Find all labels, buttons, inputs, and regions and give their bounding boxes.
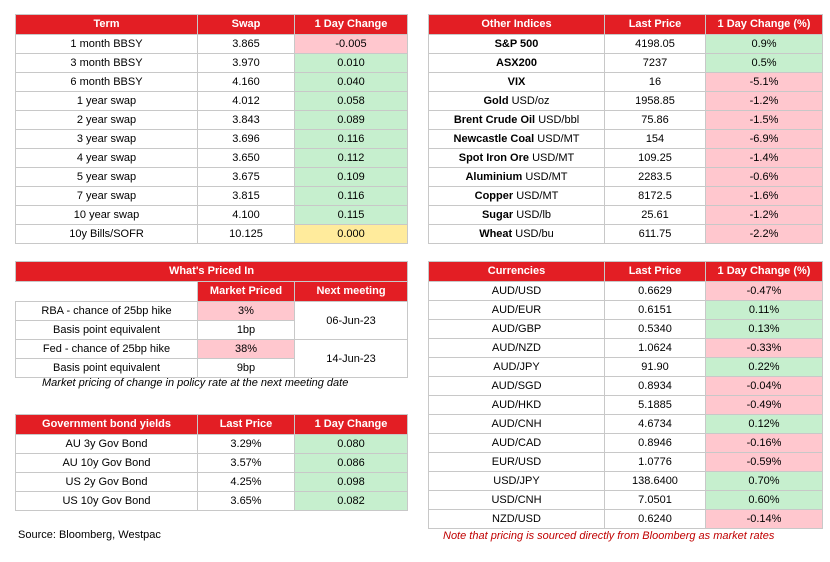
bonds-table bbox=[15, 414, 408, 511]
priced-rba-value: 3% bbox=[198, 302, 295, 321]
rates-value: 3.696 bbox=[198, 130, 295, 149]
indices-unit: USD/MT bbox=[537, 133, 580, 145]
indices-name: VIX bbox=[507, 76, 526, 88]
indices-name: S&P 500 bbox=[494, 38, 539, 50]
currencies-change: 0.22% bbox=[706, 358, 823, 377]
currencies-change: -0.47% bbox=[706, 282, 823, 301]
currencies-pair: AUD/USD bbox=[429, 282, 605, 301]
indices-unit: USD/oz bbox=[511, 95, 550, 107]
currencies-change: -0.49% bbox=[706, 396, 823, 415]
indices-name: Spot Iron Ore bbox=[458, 152, 530, 164]
currencies-header-price: Last Price bbox=[605, 262, 706, 282]
indices-price: 154 bbox=[605, 130, 706, 149]
priced-fed-date: 14-Jun-23 bbox=[295, 340, 408, 378]
currencies-pair: AUD/CNH bbox=[429, 415, 605, 434]
currencies-pair: AUD/SGD bbox=[429, 377, 605, 396]
indices-change: 0.5% bbox=[706, 54, 823, 73]
bonds-row bbox=[16, 435, 408, 454]
currencies-row bbox=[429, 282, 823, 301]
rates-value: 4.100 bbox=[198, 206, 295, 225]
indices-name: Sugar bbox=[481, 209, 514, 221]
indices-row bbox=[429, 54, 823, 73]
rates-term: 3 month BBSY bbox=[16, 54, 198, 73]
rates-change: 0.116 bbox=[295, 187, 408, 206]
rates-term: 7 year swap bbox=[16, 187, 198, 206]
rates-change: 0.115 bbox=[295, 206, 408, 225]
indices-unit: USD/bu bbox=[515, 228, 554, 240]
bonds-header-price: Last Price bbox=[198, 415, 295, 435]
indices-name-cell bbox=[429, 111, 605, 130]
indices-name-cell bbox=[429, 130, 605, 149]
currencies-price: 138.6400 bbox=[605, 472, 706, 491]
indices-name-cell bbox=[429, 225, 605, 244]
priced-fed-bp-value: 9bp bbox=[198, 359, 295, 378]
rates-term: 5 year swap bbox=[16, 168, 198, 187]
currencies-header-row bbox=[429, 262, 823, 282]
rates-row bbox=[16, 35, 408, 54]
indices-change: -0.6% bbox=[706, 168, 823, 187]
indices-change: -1.4% bbox=[706, 149, 823, 168]
rates-header-term: Term bbox=[16, 15, 198, 35]
rates-change: 0.116 bbox=[295, 130, 408, 149]
indices-name: Aluminium bbox=[465, 171, 523, 183]
currencies-price: 5.1885 bbox=[605, 396, 706, 415]
currencies-change: 0.11% bbox=[706, 301, 823, 320]
indices-change: 0.9% bbox=[706, 35, 823, 54]
bonds-name: AU 3y Gov Bond bbox=[16, 435, 198, 454]
indices-row bbox=[429, 225, 823, 244]
bonds-header-row bbox=[16, 415, 408, 435]
indices-name: Gold bbox=[483, 95, 509, 107]
rates-value: 3.650 bbox=[198, 149, 295, 168]
rates-change: 0.112 bbox=[295, 149, 408, 168]
rates-change: 0.010 bbox=[295, 54, 408, 73]
currencies-row bbox=[429, 491, 823, 510]
indices-price: 75.86 bbox=[605, 111, 706, 130]
priced-rba-date: 06-Jun-23 bbox=[295, 302, 408, 340]
indices-name-cell bbox=[429, 35, 605, 54]
rates-row bbox=[16, 92, 408, 111]
rates-header-swap: Swap bbox=[198, 15, 295, 35]
indices-name: ASX200 bbox=[496, 57, 537, 69]
bonds-change: 0.098 bbox=[295, 473, 408, 492]
currencies-price: 1.0776 bbox=[605, 453, 706, 472]
rates-row bbox=[16, 206, 408, 225]
rates-row bbox=[16, 225, 408, 244]
indices-change: -1.5% bbox=[706, 111, 823, 130]
indices-unit: USD/lb bbox=[516, 209, 552, 221]
currencies-pair: EUR/USD bbox=[429, 453, 605, 472]
priced-subheader-row bbox=[16, 282, 408, 302]
rates-row bbox=[16, 130, 408, 149]
rates-header-change: 1 Day Change bbox=[295, 15, 408, 35]
priced-note: Market pricing of change in policy rate at the next meeting date bbox=[42, 377, 349, 389]
currencies-row bbox=[429, 320, 823, 339]
currencies-change: -0.14% bbox=[706, 510, 823, 529]
currencies-change: -0.04% bbox=[706, 377, 823, 396]
currencies-row bbox=[429, 415, 823, 434]
rates-term: 1 year swap bbox=[16, 92, 198, 111]
indices-row bbox=[429, 92, 823, 111]
rates-change: 0.040 bbox=[295, 73, 408, 92]
indices-price: 25.61 bbox=[605, 206, 706, 225]
bonds-row bbox=[16, 492, 408, 511]
indices-price: 8172.5 bbox=[605, 187, 706, 206]
indices-unit: USD/MT bbox=[525, 171, 568, 183]
currencies-price: 1.0624 bbox=[605, 339, 706, 358]
bonds-price: 3.29% bbox=[198, 435, 295, 454]
indices-price: 4198.05 bbox=[605, 35, 706, 54]
currencies-change: 0.70% bbox=[706, 472, 823, 491]
bonds-name: US 10y Gov Bond bbox=[16, 492, 198, 511]
currencies-pair: USD/CNH bbox=[429, 491, 605, 510]
indices-price: 16 bbox=[605, 73, 706, 92]
indices-name-cell bbox=[429, 168, 605, 187]
currencies-price: 0.6240 bbox=[605, 510, 706, 529]
indices-row bbox=[429, 168, 823, 187]
indices-change: -1.2% bbox=[706, 206, 823, 225]
indices-name: Newcastle Coal bbox=[453, 133, 535, 145]
priced-fed-value: 38% bbox=[198, 340, 295, 359]
priced-subheader-blank bbox=[16, 282, 198, 302]
currencies-row bbox=[429, 434, 823, 453]
currencies-row bbox=[429, 453, 823, 472]
indices-unit: USD/MT bbox=[516, 190, 559, 202]
rates-row bbox=[16, 187, 408, 206]
rates-value: 4.012 bbox=[198, 92, 295, 111]
rates-row bbox=[16, 111, 408, 130]
indices-body bbox=[429, 35, 823, 244]
priced-col-next: Next meeting bbox=[295, 282, 408, 302]
currencies-row bbox=[429, 339, 823, 358]
indices-change: -6.9% bbox=[706, 130, 823, 149]
currencies-pair: AUD/JPY bbox=[429, 358, 605, 377]
bonds-name: US 2y Gov Bond bbox=[16, 473, 198, 492]
currencies-pair: AUD/GBP bbox=[429, 320, 605, 339]
currencies-change: -0.59% bbox=[706, 453, 823, 472]
bonds-name: AU 10y Gov Bond bbox=[16, 454, 198, 473]
bonds-row bbox=[16, 454, 408, 473]
indices-name-cell bbox=[429, 92, 605, 111]
indices-price: 611.75 bbox=[605, 225, 706, 244]
indices-change: -5.1% bbox=[706, 73, 823, 92]
indices-name: Wheat bbox=[479, 228, 513, 240]
indices-row bbox=[429, 130, 823, 149]
rates-value: 3.970 bbox=[198, 54, 295, 73]
currencies-header-pair: Currencies bbox=[429, 262, 605, 282]
indices-price: 109.25 bbox=[605, 149, 706, 168]
rates-change: 0.089 bbox=[295, 111, 408, 130]
indices-unit: USD/bbl bbox=[538, 114, 580, 126]
indices-name: Brent Crude Oil bbox=[453, 114, 536, 126]
rates-value: 3.865 bbox=[198, 35, 295, 54]
currencies-pair: AUD/CAD bbox=[429, 434, 605, 453]
currencies-row bbox=[429, 472, 823, 491]
rates-table bbox=[15, 14, 408, 244]
priced-title: What's Priced In bbox=[16, 262, 408, 282]
bonds-price: 3.57% bbox=[198, 454, 295, 473]
currencies-row bbox=[429, 358, 823, 377]
currencies-price: 7.0501 bbox=[605, 491, 706, 510]
rates-value: 3.815 bbox=[198, 187, 295, 206]
indices-name-cell bbox=[429, 149, 605, 168]
rates-body bbox=[16, 35, 408, 244]
rates-row bbox=[16, 168, 408, 187]
rates-term: 3 year swap bbox=[16, 130, 198, 149]
currencies-change: 0.13% bbox=[706, 320, 823, 339]
rates-value: 10.125 bbox=[198, 225, 295, 244]
bonds-row bbox=[16, 473, 408, 492]
indices-change: -2.2% bbox=[706, 225, 823, 244]
currencies-row bbox=[429, 396, 823, 415]
currencies-pair: AUD/EUR bbox=[429, 301, 605, 320]
rates-row bbox=[16, 54, 408, 73]
currencies-price: 0.6151 bbox=[605, 301, 706, 320]
indices-name: Copper bbox=[474, 190, 514, 202]
rates-header-row bbox=[16, 15, 408, 35]
bonds-header-change: 1 Day Change bbox=[295, 415, 408, 435]
rates-change: 0.000 bbox=[295, 225, 408, 244]
bonds-change: 0.080 bbox=[295, 435, 408, 454]
indices-unit: USD/MT bbox=[532, 152, 575, 164]
rates-value: 3.675 bbox=[198, 168, 295, 187]
bonds-change: 0.086 bbox=[295, 454, 408, 473]
rates-change: -0.005 bbox=[295, 35, 408, 54]
bonds-body bbox=[16, 435, 408, 511]
bonds-header-name: Government bond yields bbox=[16, 415, 198, 435]
rates-term: 6 month BBSY bbox=[16, 73, 198, 92]
currencies-header-change: 1 Day Change (%) bbox=[706, 262, 823, 282]
rates-value: 4.160 bbox=[198, 73, 295, 92]
indices-change: -1.2% bbox=[706, 92, 823, 111]
indices-row bbox=[429, 187, 823, 206]
bonds-price: 3.65% bbox=[198, 492, 295, 511]
rates-row bbox=[16, 73, 408, 92]
currencies-price: 0.5340 bbox=[605, 320, 706, 339]
currencies-price: 0.8946 bbox=[605, 434, 706, 453]
currencies-price: 0.8934 bbox=[605, 377, 706, 396]
currencies-row bbox=[429, 510, 823, 529]
rates-term: 10 year swap bbox=[16, 206, 198, 225]
indices-header-row bbox=[429, 15, 823, 35]
currencies-price: 4.6734 bbox=[605, 415, 706, 434]
rates-change: 0.109 bbox=[295, 168, 408, 187]
priced-fed-label: Fed - chance of 25bp hike bbox=[16, 340, 198, 359]
indices-header-price: Last Price bbox=[605, 15, 706, 35]
indices-name-cell bbox=[429, 206, 605, 225]
indices-name-cell bbox=[429, 73, 605, 92]
currencies-change: 0.12% bbox=[706, 415, 823, 434]
rates-value: 3.843 bbox=[198, 111, 295, 130]
currencies-price: 0.6629 bbox=[605, 282, 706, 301]
priced-title-row bbox=[16, 262, 408, 282]
indices-name-cell bbox=[429, 54, 605, 73]
currencies-pair: USD/JPY bbox=[429, 472, 605, 491]
indices-row bbox=[429, 149, 823, 168]
indices-row bbox=[429, 73, 823, 92]
currencies-pair: AUD/HKD bbox=[429, 396, 605, 415]
rates-term: 10y Bills/SOFR bbox=[16, 225, 198, 244]
rates-term: 1 month BBSY bbox=[16, 35, 198, 54]
currencies-change: -0.16% bbox=[706, 434, 823, 453]
indices-price: 7237 bbox=[605, 54, 706, 73]
priced-col-market: Market Priced bbox=[198, 282, 295, 302]
priced-fed-bp-label: Basis point equivalent bbox=[16, 359, 198, 378]
indices-header-change: 1 Day Change (%) bbox=[706, 15, 823, 35]
indices-change: -1.6% bbox=[706, 187, 823, 206]
indices-row bbox=[429, 206, 823, 225]
bonds-price: 4.25% bbox=[198, 473, 295, 492]
currencies-table bbox=[428, 261, 823, 529]
pricing-note: Note that pricing is sourced directly from Bloomberg as market rates bbox=[443, 530, 775, 542]
rates-term: 4 year swap bbox=[16, 149, 198, 168]
currencies-row bbox=[429, 377, 823, 396]
priced-fed-row bbox=[16, 340, 408, 359]
indices-price: 1958.85 bbox=[605, 92, 706, 111]
currencies-pair: NZD/USD bbox=[429, 510, 605, 529]
rates-row bbox=[16, 149, 408, 168]
priced-in-table bbox=[15, 261, 408, 378]
indices-price: 2283.5 bbox=[605, 168, 706, 187]
currencies-change: 0.60% bbox=[706, 491, 823, 510]
rates-change: 0.058 bbox=[295, 92, 408, 111]
priced-rba-bp-value: 1bp bbox=[198, 321, 295, 340]
rates-term: 2 year swap bbox=[16, 111, 198, 130]
indices-row bbox=[429, 35, 823, 54]
currencies-change: -0.33% bbox=[706, 339, 823, 358]
bonds-change: 0.082 bbox=[295, 492, 408, 511]
source-note: Source: Bloomberg, Westpac bbox=[18, 529, 161, 541]
currencies-row bbox=[429, 301, 823, 320]
priced-rba-label: RBA - chance of 25bp hike bbox=[16, 302, 198, 321]
currencies-price: 91.90 bbox=[605, 358, 706, 377]
priced-rba-row bbox=[16, 302, 408, 321]
indices-table bbox=[428, 14, 823, 244]
priced-rba-bp-label: Basis point equivalent bbox=[16, 321, 198, 340]
indices-header-name: Other Indices bbox=[429, 15, 605, 35]
currencies-pair: AUD/NZD bbox=[429, 339, 605, 358]
indices-row bbox=[429, 111, 823, 130]
currencies-body bbox=[429, 282, 823, 529]
indices-name-cell bbox=[429, 187, 605, 206]
